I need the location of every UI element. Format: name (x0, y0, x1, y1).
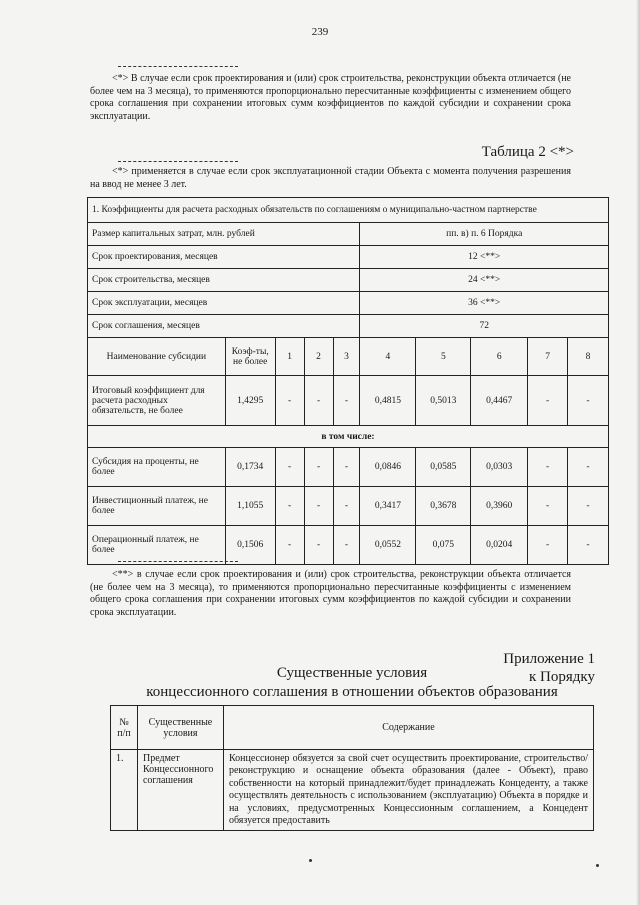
subsidy-coef: 0,1734 (225, 448, 275, 487)
subsidy-value: - (275, 448, 304, 487)
header-coef: Коэф-ты, не более (225, 338, 275, 376)
param-label: Срок эксплуатации, месяцев (88, 292, 360, 315)
subsidy-value: - (568, 448, 609, 487)
subsidy-row (88, 487, 609, 526)
subsidy-value: 0,3417 (360, 487, 416, 526)
coef-section-title: 1. Коэффициенты для расчета расходных обязательств по соглашениям о муниципально-частном партнерстве (88, 198, 609, 223)
total-row-value: - (333, 376, 360, 426)
header-year: 8 (568, 338, 609, 376)
conditions-row (111, 750, 594, 831)
coef-header-row (88, 338, 609, 376)
appendix-line-1: Приложение 1 (503, 651, 595, 667)
table-2-title: Таблица 2 <*> (481, 144, 574, 160)
param-row (88, 269, 609, 292)
subsidy-value: 0,0585 (416, 448, 471, 487)
page-number: 239 (311, 26, 329, 38)
condition-title: Предмет Концессионного соглашения (137, 750, 223, 831)
total-row-value: - (275, 376, 304, 426)
footnote-mid-text: <*> применяется в случае если срок эксплуатационной стадии Объекта с момента получения разрешения на ввод не менее 3 лет. (90, 166, 571, 190)
page-edge-shadow (636, 0, 640, 905)
appendix-line-2: к Порядку (529, 669, 595, 685)
param-label: Срок соглашения, месяцев (88, 315, 360, 338)
scan-speck (596, 864, 599, 867)
param-value: 72 (360, 315, 609, 338)
conditions-table (110, 705, 594, 831)
header-year: 1 (275, 338, 304, 376)
condition-content: Концессионер обязуется за свой счет осуществить проектирование, строительство/реконструкцию и оснащение объекта образования (далее - Объект), право собственности на который принадлежит/будет принадлежать Концеденту, а также осуществлять деятельность с использованием (эксплуатацию) Объекта в порядке и на условиях, предусмотренных Концессионным соглашением, а Концедент обязуется предоставить (223, 750, 593, 831)
subsidy-value: - (528, 526, 568, 565)
param-value: 36 <**> (360, 292, 609, 315)
param-row (88, 292, 609, 315)
total-row-value: 0,5013 (416, 376, 471, 426)
subsidy-name: Операционный платеж, не более (88, 526, 226, 565)
subsidy-value: - (304, 526, 333, 565)
total-row-value: 0,4467 (471, 376, 528, 426)
subsidy-value: 0,075 (416, 526, 471, 565)
subsidy-value: 0,3960 (471, 487, 528, 526)
document-heading (110, 664, 594, 702)
param-value: 12 <**> (360, 246, 609, 269)
subsidy-value: - (528, 487, 568, 526)
param-row (88, 223, 609, 246)
footnote-separator-top (118, 66, 238, 67)
subsidy-value: - (275, 487, 304, 526)
heading-line-1: Существенные условия (276, 665, 428, 681)
param-value: пп. в) п. 6 Порядка (360, 223, 609, 246)
param-label: Размер капитальных затрат, млн. рублей (88, 223, 360, 246)
total-coef-row (88, 376, 609, 426)
footnote-separator-mid (118, 161, 238, 162)
total-row-value: - (568, 376, 609, 426)
total-row-coef: 1,4295 (225, 376, 275, 426)
total-row-value: - (304, 376, 333, 426)
subsidy-value: - (333, 487, 360, 526)
subsidy-row (88, 448, 609, 487)
subsidy-name: Инвестиционный платеж, не более (88, 487, 226, 526)
header-year: 2 (304, 338, 333, 376)
subsidy-value: - (568, 487, 609, 526)
subsidy-value: - (275, 526, 304, 565)
param-row (88, 315, 609, 338)
footnote-top-text: <*> В случае если срок проектирования и (или) срок строительства, реконструкции объекта отличается (не более чем на 3 месяца), то применяются пропорционально пересчитанные коэффициенты с изменением общего срока соглашения при сохранении итоговых сумм коэффициентов по каждой субсидии и сохранении срока эксплуатации. (90, 73, 571, 122)
param-label: Срок проектирования, месяцев (88, 246, 360, 269)
footnote-bottom (90, 569, 571, 619)
subsidy-value: 0,0552 (360, 526, 416, 565)
condition-num: 1. (111, 750, 138, 831)
total-row-value: - (528, 376, 568, 426)
param-value: 24 <**> (360, 269, 609, 292)
subsidy-value: - (528, 448, 568, 487)
subsidy-value: - (333, 448, 360, 487)
header-year: 5 (416, 338, 471, 376)
heading-line-2: концессионного соглашения в отношении объектов образования (146, 684, 558, 700)
header-condition: Существенные условия (137, 706, 223, 750)
header-num: № п/п (111, 706, 138, 750)
subsidy-row (88, 526, 609, 565)
subsidy-coef: 1,1055 (225, 487, 275, 526)
scan-speck (309, 859, 312, 862)
subsidy-value: - (333, 526, 360, 565)
conditions-header-row (111, 706, 594, 750)
footnote-bottom-text: <**> в случае если срок проектирования и (или) срок строительства, реконструкции объекта отличается (не более чем на 3 месяца), то применяются пропорционально пересчитанные коэффициенты с изменением общего срока соглашения при сохранении итоговых сумм коэффициентов по каждой субсидии и сохранении срока эксплуатации. (90, 569, 571, 618)
subsidy-value: 0,3678 (416, 487, 471, 526)
footnote-top (90, 73, 571, 123)
subsidy-value: 0,0303 (471, 448, 528, 487)
subsidy-coef: 0,1506 (225, 526, 275, 565)
total-row-name: Итоговый коэффициент для расчета расходных обязательств, не более (88, 376, 226, 426)
subsidy-value: - (304, 487, 333, 526)
including-label: в том числе: (88, 426, 609, 448)
header-content: Содержание (223, 706, 593, 750)
footnote-separator-bottom (118, 561, 238, 562)
subsidy-value: 0,0204 (471, 526, 528, 565)
coefficients-table (87, 197, 609, 565)
subsidy-name: Субсидия на проценты, не более (88, 448, 226, 487)
header-year: 3 (333, 338, 360, 376)
header-subsidy-name: Наименование субсидии (88, 338, 226, 376)
header-year: 4 (360, 338, 416, 376)
total-row-value: 0,4815 (360, 376, 416, 426)
subsidy-value: - (568, 526, 609, 565)
subsidy-value: 0,0846 (360, 448, 416, 487)
header-year: 6 (471, 338, 528, 376)
param-row (88, 246, 609, 269)
footnote-mid (90, 166, 571, 191)
header-year: 7 (528, 338, 568, 376)
subsidy-value: - (304, 448, 333, 487)
param-label: Срок строительства, месяцев (88, 269, 360, 292)
